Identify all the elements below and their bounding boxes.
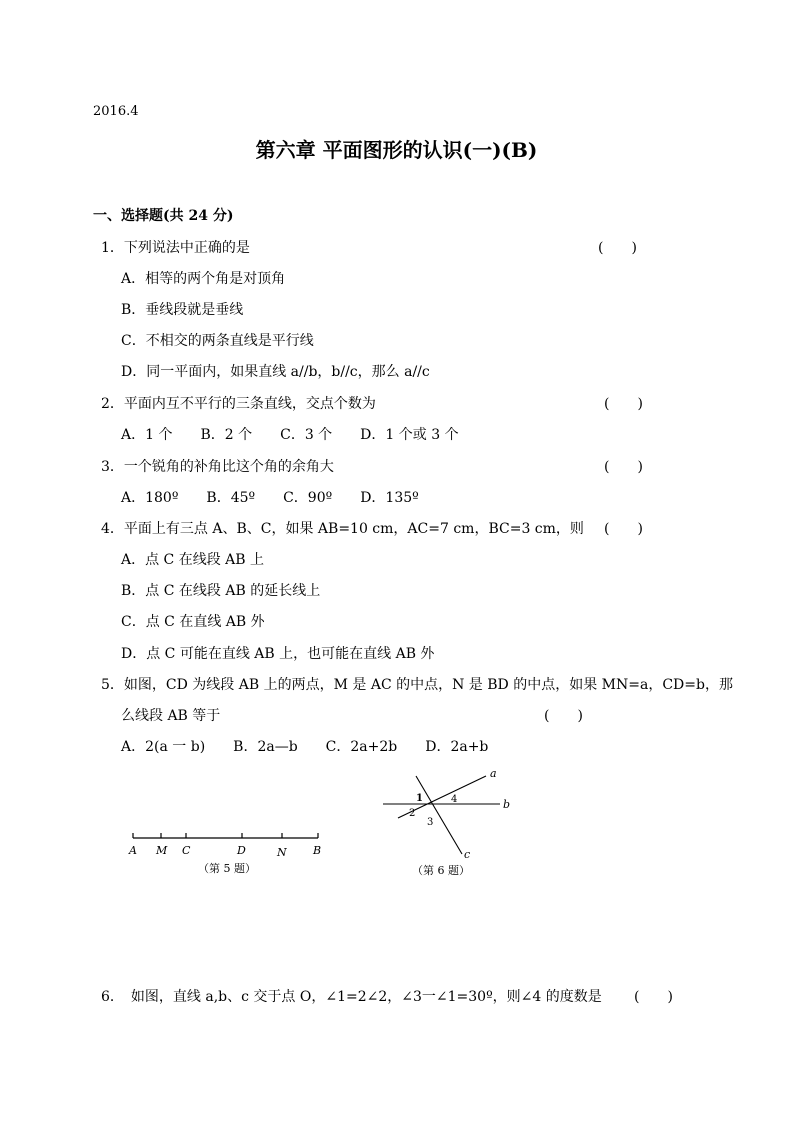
figure-5-caption: （第 5 题） [198, 862, 256, 875]
question-1-option-c: C．不相交的两条直线是平行线 [121, 333, 314, 349]
question-1-stem: 1．下列说法中正确的是 [101, 240, 250, 256]
line-label-b: b [503, 798, 511, 811]
question-5-stem: 5．如图，CD 为线段 AB 上的两点，M 是 AC 的中点，N 是 BD 的中点，如果 MN=a，CD=b，那 [101, 677, 733, 693]
question-2-answer-blank: ( ) [604, 396, 643, 412]
angle-label-3: 3 [427, 817, 434, 828]
question-6-stem: 6． 如图，直线 a,b、c 交于点 O，∠1=2∠2，∠3一∠1=30º，则∠4 的度数是 [101, 989, 602, 1005]
point-label-b: B [313, 844, 322, 857]
figure-6-lines-diagram [378, 762, 528, 882]
date-header: 2016.4 [93, 104, 139, 119]
question-4-option-d: D．点 C 可能在直线 AB 上，也可能在直线 AB 外 [121, 646, 435, 662]
angle-label-1: 1 [416, 793, 423, 804]
line-label-a: a [490, 767, 497, 780]
page-title: 第六章 平面图形的认识(一)(B) [255, 138, 538, 162]
question-3-stem: 3．一个锐角的补角比这个角的余角大 [101, 459, 334, 475]
question-5-options: A．2(a 一 b) B．2a—b C．2a+2b D．2a+b [121, 739, 489, 755]
question-3-options: A．180º B．45º C．90º D．135º [121, 490, 419, 506]
question-5-stem-continued: 么线段 AB 等于 [121, 708, 221, 724]
question-3-answer-blank: ( ) [604, 459, 643, 475]
question-1-option-b: B．垂线段就是垂线 [121, 302, 244, 318]
question-4-option-c: C．点 C 在直线 AB 外 [121, 614, 265, 630]
point-label-n: N [277, 846, 287, 859]
point-label-a: A [129, 844, 137, 857]
question-1-option-a: A．相等的两个角是对顶角 [121, 271, 286, 287]
section-heading: 一、选择题(共 24 分) [93, 208, 234, 224]
figure-5-segment-diagram [120, 820, 330, 880]
point-label-m: M [156, 844, 168, 857]
question-2-stem: 2．平面内互不平行的三条直线，交点个数为 [101, 396, 376, 412]
point-label-c: C [182, 844, 191, 857]
question-6-answer-blank: ( ) [634, 989, 673, 1005]
question-4-answer-blank: ( ) [604, 521, 643, 537]
question-4-option-b: B．点 C 在线段 AB 的延长线上 [121, 583, 321, 599]
angle-label-4: 4 [451, 794, 458, 805]
line-c [416, 776, 462, 854]
question-1-option-d: D．同一平面内，如果直线 a//b，b//c，那么 a//c [121, 364, 430, 380]
question-4-option-a: A．点 C 在线段 AB 上 [121, 552, 265, 568]
figure-6-caption: （第 6 题） [412, 864, 470, 877]
line-label-c: c [464, 848, 471, 861]
question-1-answer-blank: ( ) [598, 240, 637, 256]
point-label-d: D [237, 844, 246, 857]
question-2-options: A．1 个 B．2 个 C．3 个 D．1 个或 3 个 [121, 427, 459, 443]
question-4-stem: 4．平面上有三点 A、B、C，如果 AB=10 cm，AC=7 cm，BC=3 cm，则 [101, 521, 584, 537]
angle-label-2: 2 [409, 808, 416, 819]
question-5-answer-blank: ( ) [544, 708, 583, 724]
